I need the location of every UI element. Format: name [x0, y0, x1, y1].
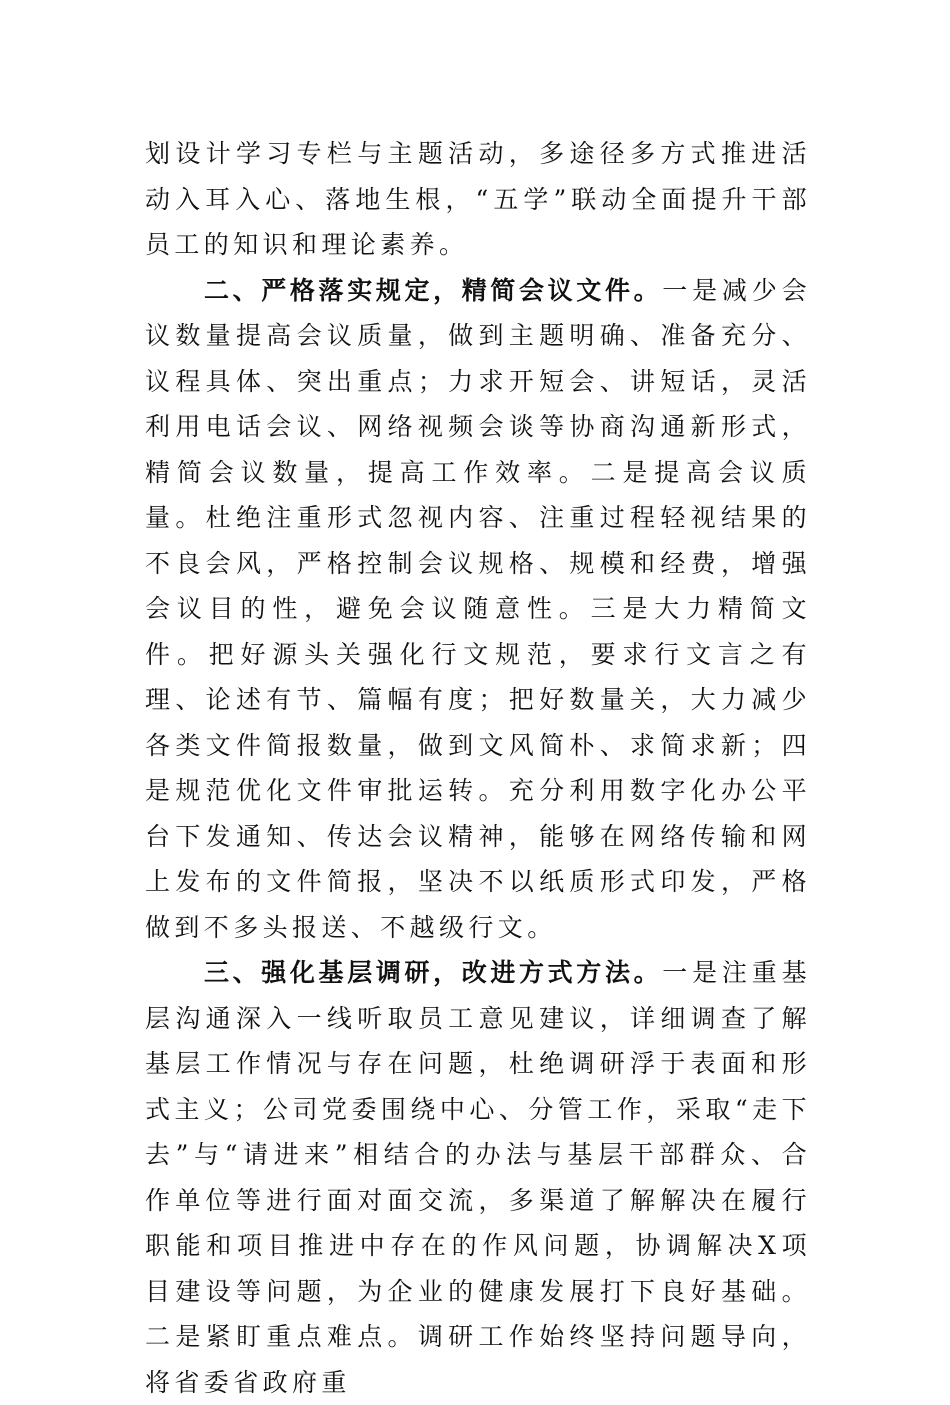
paragraph-continuation: [145, 131, 811, 268]
paragraph-text: 一是减少会议数量提高会议质量，做到主题明确、准备充分、议程具体、突出重点；力求开短会、讲短话，灵活利用电话会议、网络视频会谈等协商沟通新形式，精简会议数量，提高工作效率。二是提高会议质量。杜绝注重形式忽视内容、注重过程轻视结果的不良会风，严格控制会议规格、规模和经费，增强会议目的性，避免会议随意性。三是大力精简文件。把好源头关强化行文规范，要求行文言之有理、论述有节、篇幅有度；把好数量关，大力减少各类文件简报数量，做到文风简朴、求简求新；四是规范优化文件审批运转。充分利用数字化办公平台下发通知、传达会议精神，能够在网络传输和网上发布的文件简报，坚决不以纸质形式印发，严格做到不多头报送、不越级行文。: [145, 275, 811, 942]
paragraph-section-two: [145, 268, 811, 951]
document-body: [145, 131, 811, 1405]
paragraph-text: 一是注重基层沟通深入一线听取员工意见建议，详细调查了解基层工作情况与存在问题，杜绝调研浮于表面和形式主义；公司党委围绕中心、分管工作，采取“走下去”与“请进来”相结合的办法与基层干部群众、合作单位等进行面对面交流，多渠道了解解决在履行职能和项目推进中存在的作风问题，协调解决X项目建设等问题，为企业的健康发展打下良好基础。二是紧盯重点难点。调研工作始终坚持问题导向，将省委省政府重: [145, 958, 811, 1397]
paragraph-text: 划设计学习专栏与主题活动，多途径多方式推进活动入耳入心、落地生根，“五学”联动全面提升干部员工的知识和理论素养。: [145, 139, 811, 259]
section-heading-three: 三、强化基层调研，改进方式方法。: [204, 958, 663, 987]
section-heading-two: 二、严格落实规定，精简会议文件。: [204, 275, 663, 305]
paragraph-section-three: [145, 950, 811, 1405]
